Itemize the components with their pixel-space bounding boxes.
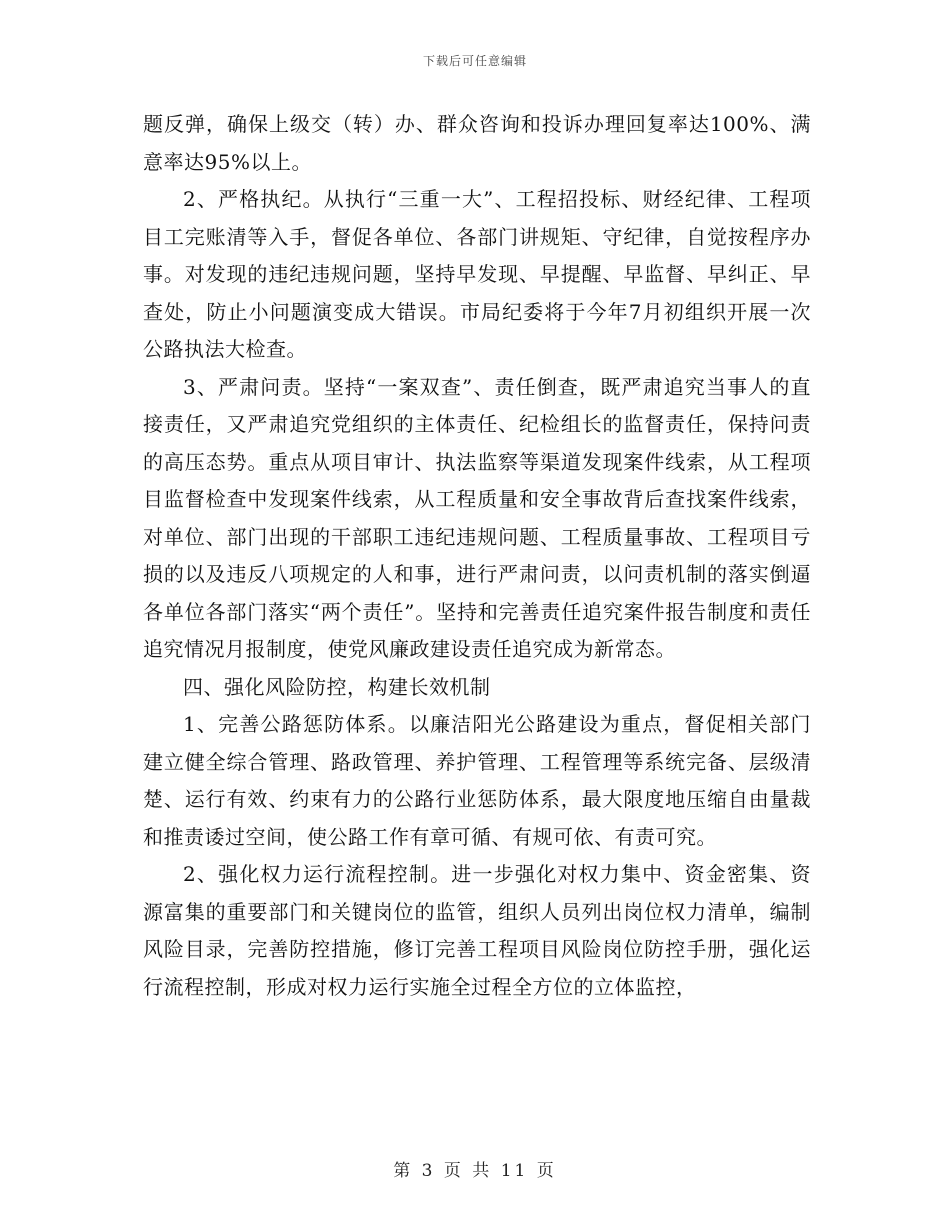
paragraph-continuation: 题反弹，确保上级交（转）办、群众咨询和投诉办理回复率达100%、满意率达95%以上。 — [143, 112, 811, 174]
paragraph-power-control: 2、强化权力运行流程控制。进一步强化对权力集中、资金密集、资源富集的重要部门和关键岗位的监管，组织人员列出岗位权力清单，编制风险目录，完善防控措施，修订完善工程项目风险岗位防控手册，强化运行流程控制，形成对权力运行实施全过程全方位的立体监控， — [143, 862, 811, 999]
paragraph-strict-discipline: 2、严格执纪。从执行“三重一大”、工程招投标、财经纪律、工程项目工完账清等入手，督促各单位、各部门讲规矩、守纪律，自觉按程序办事。对发现的违纪违规问题，坚持早发现、早提醒、早监督、早纠正、早查处，防止小问题演变成大错误。市局纪委将于今年7月初组织开展一次公路执法大检查。 — [143, 187, 811, 361]
section-heading: 四、强化风险防控，构建长效机制 — [183, 674, 491, 699]
page-header: 下载后可任意编辑 — [422, 54, 527, 68]
document-body — [143, 106, 811, 1006]
page-number: 第 3 页 共 11 页 — [393, 1161, 557, 1181]
paragraph-prevention-system: 1、完善公路惩防体系。以廉洁阳光公路建设为重点，督促相关部门建立健全综合管理、路政管理、养护管理、工程管理等系统完备、层级清楚、运行有效、约束有力的公路行业惩防体系，最大限度地压缩自由量裁和推责诿过空间，使公路工作有章可循、有规可依、有责可究。 — [143, 712, 811, 849]
paragraph-accountability: 3、严肃问责。坚持“一案双查”、责任倒查，既严肃追究当事人的直接责任，又严肃追究党组织的主体责任、纪检组长的监督责任，保持问责的高压态势。重点从项目审计、执法监察等渠道发现案件线索，从工程项目监督检查中发现案件线索，从工程质量和安全事故背后查找案件线索，对单位、部门出现的干部职工违纪违规问题、工程质量事故、工程项目亏损的以及违反八项规定的人和事，进行严肃问责，以问责机制的落实倒逼各单位各部门落实“两个责任”。坚持和完善责任追究案件报告制度和责任追究情况月报制度，使党风廉政建设责任追究成为新常态。 — [143, 374, 811, 661]
